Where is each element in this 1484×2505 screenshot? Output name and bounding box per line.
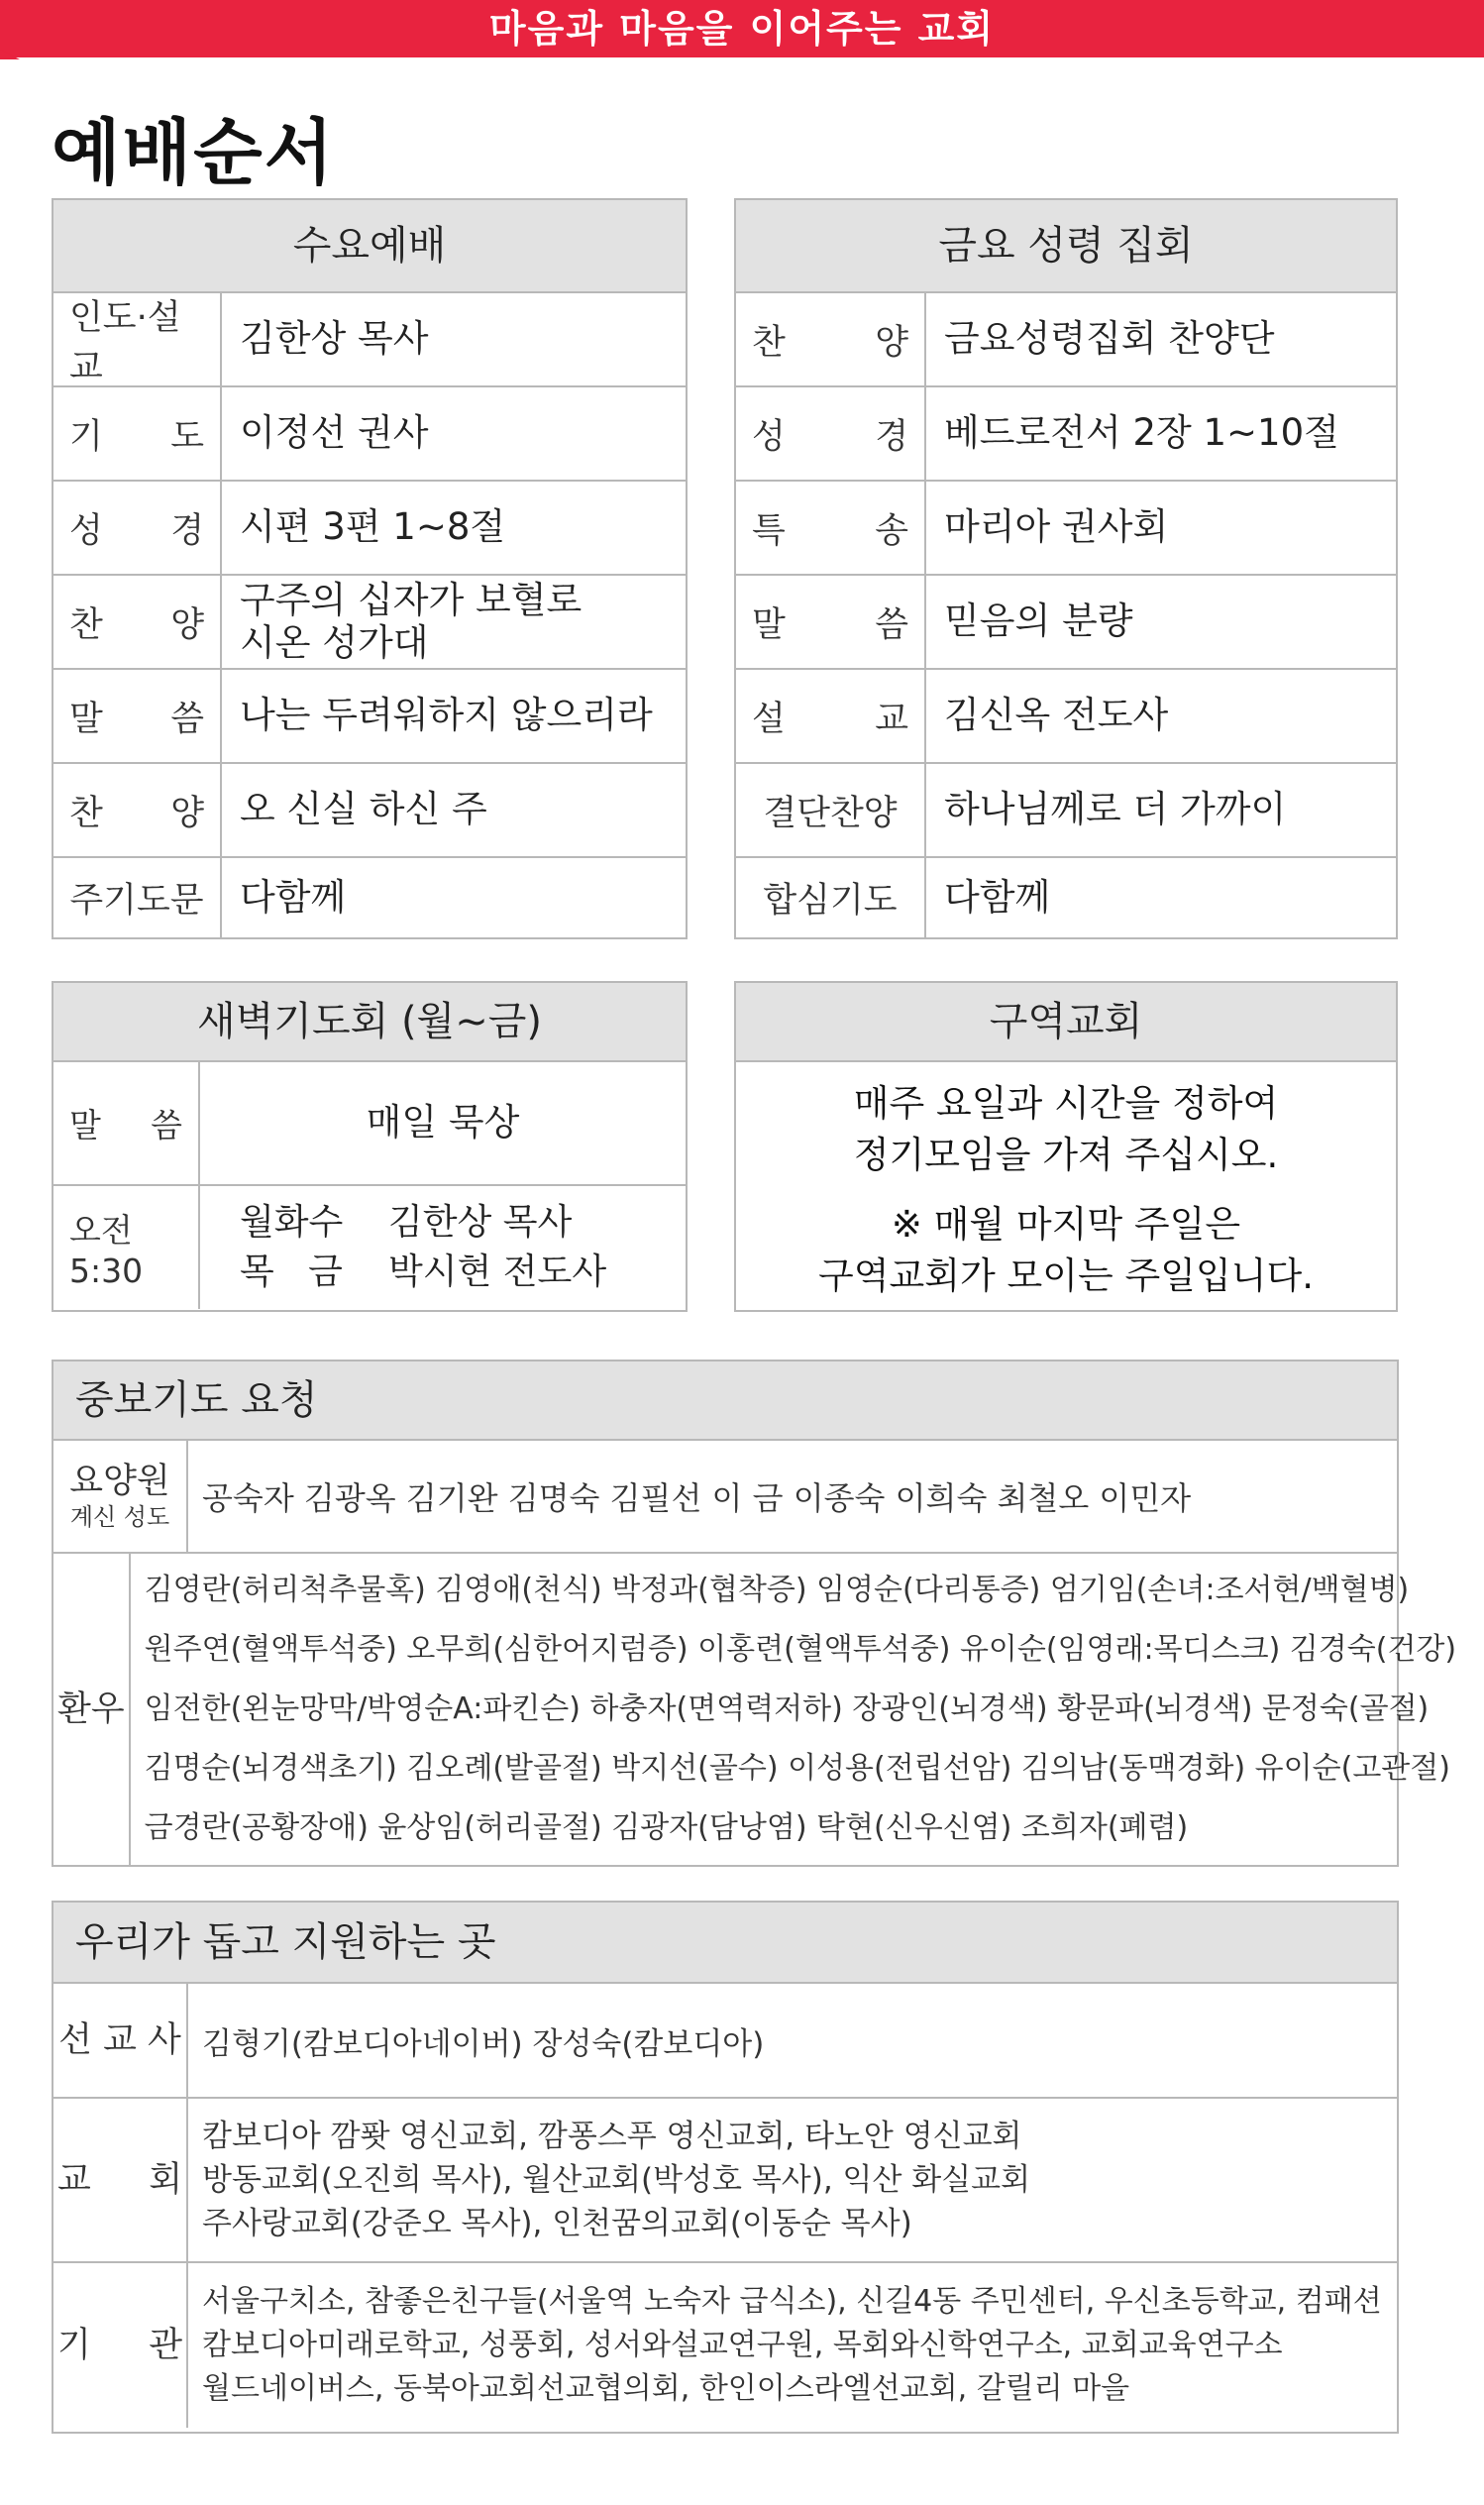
page-title: 예배순서 bbox=[52, 111, 336, 194]
row-label: 성 경 bbox=[736, 387, 926, 480]
table-row bbox=[53, 293, 686, 387]
row-label: 주기도문 bbox=[53, 858, 222, 937]
care-label: 요양원 bbox=[69, 1461, 170, 1501]
row-value: 시편 3편 1~8절 bbox=[240, 505, 506, 549]
notice-line: 매주 요일과 시간을 정하여 bbox=[853, 1082, 1279, 1125]
row-value: 다함께 bbox=[240, 875, 347, 919]
row-label: 특 송 bbox=[736, 482, 926, 574]
table-row bbox=[53, 764, 686, 858]
row-value: 김신옥 전도사 bbox=[944, 694, 1169, 737]
row-label: 말 씀 bbox=[736, 576, 926, 668]
table-row bbox=[736, 858, 1396, 937]
hymn-title: 구주의 십자가 보혈로 bbox=[240, 578, 583, 621]
row-value bbox=[188, 2263, 1397, 2428]
prayer-request-section bbox=[52, 1360, 1457, 1867]
support-title: 우리가 돕고 지원하는 곳 bbox=[53, 1903, 1397, 1984]
dawn-title: 새벽기도회 (월~금) bbox=[53, 983, 686, 1062]
table-row bbox=[53, 2263, 1397, 2428]
row-value: 믿음의 분량 bbox=[944, 599, 1133, 643]
leader-days: 목 금 bbox=[240, 1252, 343, 1292]
friday-title: 금요 성령 집회 bbox=[736, 200, 1396, 293]
row-label bbox=[53, 2263, 188, 2428]
table-row bbox=[736, 387, 1396, 482]
row-value: 금요성령집회 찬양단 bbox=[944, 317, 1275, 361]
table-row bbox=[53, 576, 686, 670]
list-item: 캄보디아미래로학교, 성풍회, 성서와설교연구원, 목회와신학연구소, 교회교육연구소 bbox=[202, 2328, 1283, 2362]
row-value: 공숙자 김광옥 김기완 김명숙 김필선 이 금 이종숙 이희숙 최철오 이민자 bbox=[202, 1479, 1192, 1517]
notice-line: ※ 매월 마지막 주일은 bbox=[891, 1203, 1241, 1246]
table-row bbox=[53, 1186, 686, 1309]
row-label: 오전 5:30 bbox=[53, 1186, 200, 1309]
spacer bbox=[736, 1181, 1396, 1199]
friday-service-box bbox=[734, 198, 1398, 939]
district-title: 구역교회 bbox=[736, 983, 1396, 1062]
row-value: 마리아 권사회 bbox=[944, 505, 1169, 549]
table-row bbox=[53, 1441, 1397, 1554]
row-label bbox=[53, 2099, 188, 2261]
leaders-list bbox=[200, 1198, 624, 1297]
row-label: 찬 양 bbox=[736, 293, 926, 385]
row-label: 찬 양 bbox=[53, 576, 222, 668]
leader-row bbox=[240, 1248, 606, 1297]
row-value bbox=[131, 1554, 1471, 1865]
row-label: 인도·설교 bbox=[53, 293, 222, 385]
row-label: 성 경 bbox=[53, 482, 222, 574]
list-item: 캄보디아 깜퐛 영신교회, 깜퐁스푸 영신교회, 타노안 영신교회 bbox=[202, 2119, 1022, 2154]
list-item: 김명순(뇌경색초기) 김오례(발골절) 박지선(골수) 이성용(전립선암) 김의남(동맥경화) 유이순(고관절) bbox=[144, 1751, 1450, 1786]
row-label: 기 도 bbox=[53, 387, 222, 480]
list-item: 서울구치소, 참좋은친구들(서울역 노숙자 급식소), 신길4동 주민센터, 우신초등학교, 컴패션 bbox=[202, 2284, 1382, 2319]
table-row bbox=[736, 764, 1396, 858]
list-item: 방동교회(오진희 목사), 월산교회(박성호 목사), 익산 화실교회 bbox=[202, 2162, 1031, 2198]
banner-text: 마음과 마음을 이어주는 교회 bbox=[488, 7, 996, 51]
table-row bbox=[53, 670, 686, 764]
wednesday-service-box bbox=[52, 198, 688, 939]
wednesday-title: 수요예배 bbox=[53, 200, 686, 293]
care-sublabel: 계신 성도 bbox=[69, 1503, 170, 1532]
table-row bbox=[53, 1554, 1457, 1865]
label-spread: 기 관 bbox=[57, 2325, 182, 2365]
list-item: 주사랑교회(강준오 목사), 인천꿈의교회(이동순 목사) bbox=[202, 2206, 912, 2241]
row-value: 하나님께로 더 가까이 bbox=[944, 788, 1287, 831]
row-label: 결단찬양 bbox=[736, 764, 926, 856]
support-section bbox=[52, 1901, 1399, 2434]
row-label: 합심기도 bbox=[736, 858, 926, 937]
list-item: 임전한(왼눈망막/박영순A:파킨슨) 하충자(면역력저하) 장광인(뇌경색) 황문파(뇌경색) 문정숙(골절) bbox=[144, 1691, 1430, 1726]
table-row bbox=[53, 387, 686, 482]
list-item: 금경란(공황장애) 윤상임(허리골절) 김광자(담낭염) 탁현(신우신염) 조희자(폐렴) bbox=[144, 1810, 1189, 1845]
row-label: 찬 양 bbox=[53, 764, 222, 856]
leader-row bbox=[240, 1198, 606, 1248]
row-label: 선 교 사 bbox=[53, 1984, 188, 2097]
table-row bbox=[53, 858, 686, 937]
table-row bbox=[53, 2099, 1397, 2263]
notice-line: 정기모임을 가져 주십시오. bbox=[853, 1134, 1279, 1176]
label-spread: 교 회 bbox=[57, 2159, 182, 2200]
row-value: 베드로전서 2장 1~10절 bbox=[944, 411, 1339, 455]
row-value: 매일 묵상 bbox=[366, 1101, 520, 1144]
choir-name: 시온 성가대 bbox=[240, 620, 429, 664]
notice-line: 구역교회가 모이는 주일입니다. bbox=[818, 1254, 1314, 1297]
row-label bbox=[53, 1441, 188, 1552]
table-row bbox=[53, 482, 686, 576]
row-value: 오 신실 하신 주 bbox=[240, 788, 487, 831]
prayer-title: 중보기도 요청 bbox=[53, 1361, 1397, 1441]
label-spread: 환 우 bbox=[57, 1688, 125, 1729]
leader-name: 김한상 목사 bbox=[388, 1202, 573, 1243]
row-value bbox=[188, 2099, 1397, 2261]
row-value: 김한상 목사 bbox=[240, 317, 429, 361]
table-row bbox=[53, 1984, 1397, 2099]
table-row bbox=[736, 576, 1396, 670]
list-item: 월드네이버스, 동북아교회선교협의회, 한인이스라엘선교회, 갈릴리 마을 bbox=[202, 2371, 1130, 2406]
dawn-prayer-box bbox=[52, 981, 688, 1312]
row-value: 나는 두려워하지 않으리라 bbox=[240, 694, 653, 737]
row-label bbox=[53, 1554, 131, 1865]
list-item: 김영란(허리척추물혹) 김영애(천식) 박정과(협착증) 임영순(다리통증) 엄기임(손녀:조서현/백혈병) bbox=[144, 1573, 1410, 1607]
list-item: 원주연(혈액투석중) 오무희(심한어지럼증) 이홍련(혈액투석중) 유이순(임영래:목디스크) 김경숙(건강) bbox=[144, 1632, 1457, 1667]
row-label: 말 씀 bbox=[53, 1062, 200, 1184]
table-row bbox=[736, 670, 1396, 764]
row-value: 다함께 bbox=[944, 875, 1051, 919]
row-value: 김형기(캄보디아네이버) 장성숙(캄보디아) bbox=[202, 2025, 765, 2062]
row-label: 말 씀 bbox=[53, 670, 222, 762]
table-row bbox=[53, 1062, 686, 1186]
row-value: 이정선 권사 bbox=[240, 411, 429, 455]
district-church-box bbox=[734, 981, 1398, 1312]
district-notice bbox=[736, 1062, 1396, 1302]
leader-days: 월화수 bbox=[240, 1202, 344, 1243]
table-row bbox=[736, 293, 1396, 387]
table-row bbox=[736, 482, 1396, 576]
top-banner bbox=[0, 0, 1484, 57]
leader-name: 박시현 전도사 bbox=[388, 1252, 607, 1292]
row-value bbox=[222, 580, 599, 664]
row-label: 설 교 bbox=[736, 670, 926, 762]
